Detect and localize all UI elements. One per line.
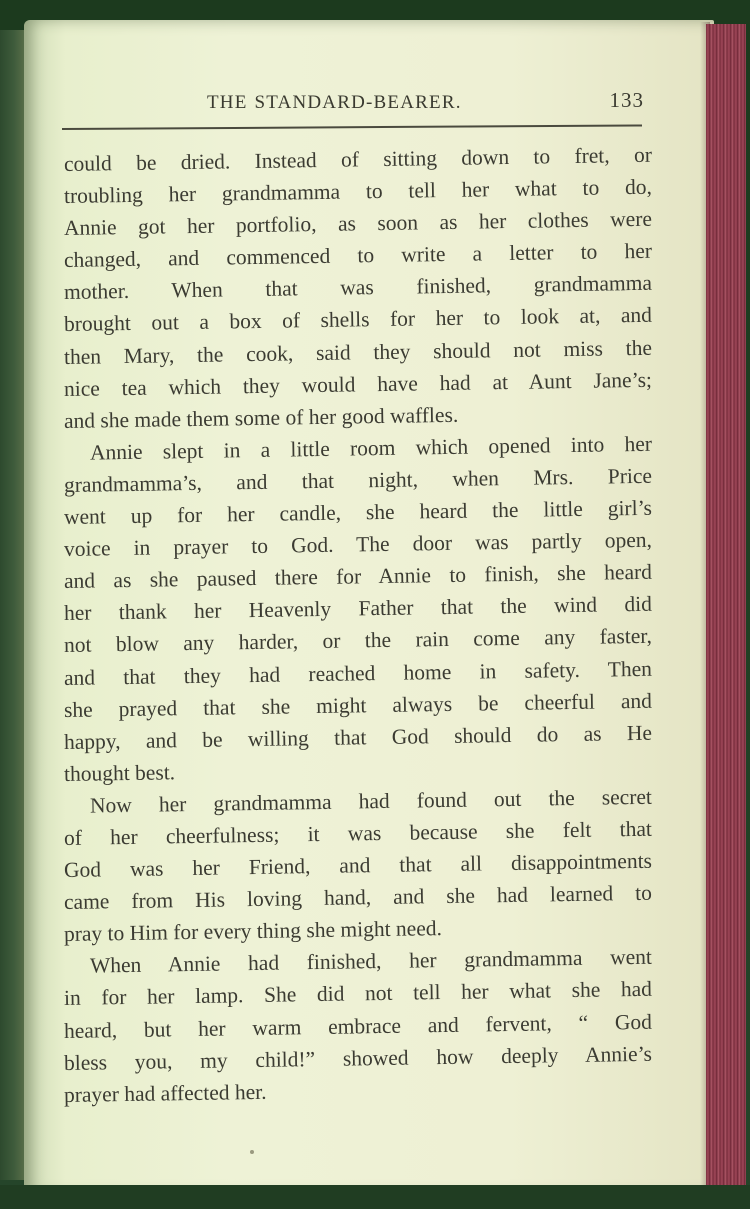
running-head: THE STANDARD-BEARER. bbox=[207, 92, 462, 113]
text-line: voice in prayer to God. The door was partly open, bbox=[63, 527, 653, 562]
text-line: Annie got her portfolio, as soon as her clothes were bbox=[63, 206, 653, 241]
text-line: grandmamma’s, and that night, when Mrs. Price bbox=[63, 463, 653, 497]
text-line: changed, and commenced to write a letter to her bbox=[63, 239, 653, 273]
text-line: nice tea which they would have had at Aunt Jane’s; bbox=[63, 367, 653, 401]
page-header bbox=[60, 86, 650, 116]
text-line: could be dried. Instead of sitting down to fret, or bbox=[63, 142, 653, 176]
text-line: When Annie had finished, her grandmamma went bbox=[89, 945, 653, 978]
text-line: prayer had affected her. bbox=[63, 1079, 267, 1107]
text-line: God was her Friend, and that all disappointments bbox=[63, 848, 653, 883]
paper-speck bbox=[250, 1150, 254, 1154]
text-line: thought best. bbox=[63, 760, 176, 786]
text-line: troubling her grandmamma to tell her what to do, bbox=[63, 174, 653, 209]
text-line: and that they had reached home in safety. Then bbox=[63, 656, 653, 690]
text-line: came from His loving hand, and she had learned to bbox=[63, 880, 653, 915]
page-edges bbox=[706, 24, 746, 1194]
text-line: bless you, my child!” showed how deeply Annie’s bbox=[63, 1041, 653, 1075]
text-line: pray to Him for every thing she might need. bbox=[63, 916, 443, 947]
scan-background bbox=[0, 1185, 750, 1209]
text-line: her thank her Heavenly Father that the wind did bbox=[63, 592, 653, 626]
text-line: of her cheerfulness; it was because she felt that bbox=[63, 816, 653, 850]
text-line: Annie slept in a little room which opened into her bbox=[89, 431, 653, 465]
text-line: went up for her candle, she heard the little girl’s bbox=[63, 495, 653, 530]
body-text bbox=[63, 142, 653, 1111]
text-line: and as she paused there for Annie to finish, she heard bbox=[63, 559, 653, 594]
text-line: mother. When that was finished, grandmamma bbox=[63, 271, 653, 305]
text-line: then Mary, the cook, said they should not miss the bbox=[63, 335, 653, 369]
text-line: Now her grandmamma had found out the secret bbox=[89, 784, 653, 818]
text-line: brought out a box of shells for her to look at, and bbox=[63, 303, 653, 337]
page-number: 133 bbox=[609, 88, 644, 112]
text-line: not blow any harder, or the rain come any faster, bbox=[63, 624, 653, 658]
text-line: heard, but her warm embrace and fervent, “ God bbox=[63, 1009, 653, 1043]
text-line: happy, and be willing that God should do as He bbox=[63, 720, 653, 754]
text-line: she prayed that she might always be cheerful and bbox=[63, 688, 653, 722]
text-line: and she made them some of her good waffles. bbox=[63, 402, 459, 433]
text-line: in for her lamp. She did not tell her what she had bbox=[63, 977, 653, 1011]
